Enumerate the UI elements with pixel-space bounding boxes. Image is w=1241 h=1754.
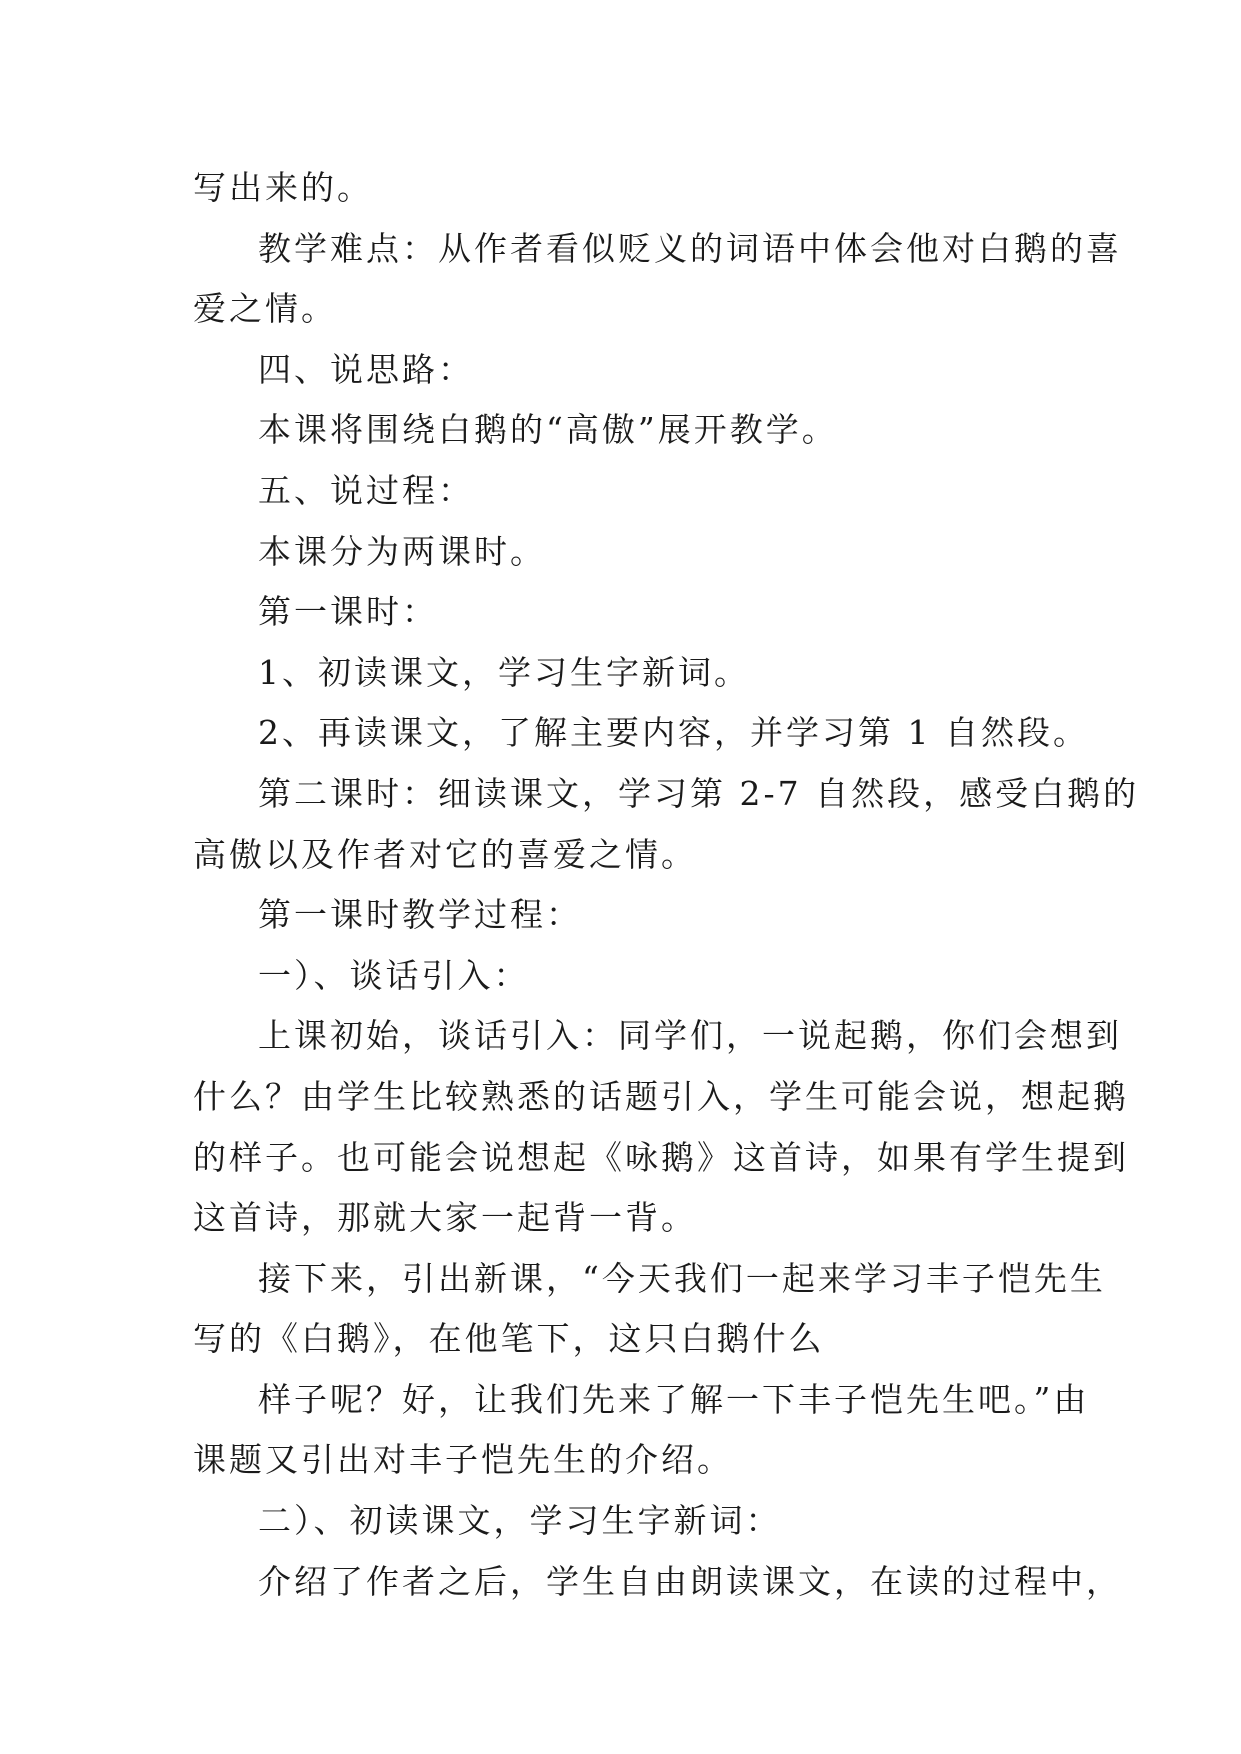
text-line: 爱之情。 (193, 289, 337, 329)
text-line: 这首诗，那就大家一起背一背。 (193, 1198, 697, 1238)
text-line: 介绍了作者之后，学生自由朗读课文，在读的过程中， (258, 1561, 1122, 1601)
document-body (193, 158, 1140, 1612)
section-heading: 五、说过程： (258, 470, 474, 510)
text-line: 高傲以及作者对它的喜爱之情。 (193, 834, 697, 874)
text-line: 第二课时：细读课文，学习第 2-7 自然段，感受白鹅的 (258, 773, 1140, 813)
step-heading: 一）、谈话引入： (258, 955, 530, 995)
text-line: 上课初始，谈话引入：同学们，一说起鹅，你们会想到 (258, 1016, 1122, 1056)
text-line: 写出来的。 (193, 168, 373, 207)
text-line: 接下来，引出新课，“今天我们一起来学习丰子恺先生 (258, 1258, 1106, 1298)
list-item: 1、初读课文，学习生字新词。 (258, 652, 750, 692)
text-line: 的样子。也可能会说想起《咏鹅》这首诗，如果有学生提到 (193, 1137, 1129, 1177)
text-line: 教学难点：从作者看似贬义的词语中体会他对白鹅的喜 (258, 228, 1122, 268)
text-line: 课题又引出对丰子恺先生的介绍。 (193, 1440, 733, 1480)
text-line: 什么？由学生比较熟悉的话题引入，学生可能会说，想起鹅 (193, 1076, 1129, 1116)
list-item: 2、再读课文，了解主要内容，并学习第 1 自然段。 (258, 713, 1089, 753)
step-heading: 二）、初读课文，学习生字新词： (258, 1501, 782, 1541)
text-line: 本课将围绕白鹅的“高傲”展开教学。 (258, 410, 838, 450)
text-line: 本课分为两课时。 (258, 531, 546, 571)
subsection-heading: 第一课时： (258, 592, 438, 632)
subsection-heading: 第一课时教学过程： (258, 895, 582, 935)
section-heading: 四、说思路： (258, 349, 474, 389)
text-line: 样子呢？好，让我们先来了解一下丰子恺先生吧。”由 (258, 1379, 1090, 1419)
text-line: 写的《白鹅》，在他笔下，这只白鹅什么 (193, 1319, 825, 1359)
